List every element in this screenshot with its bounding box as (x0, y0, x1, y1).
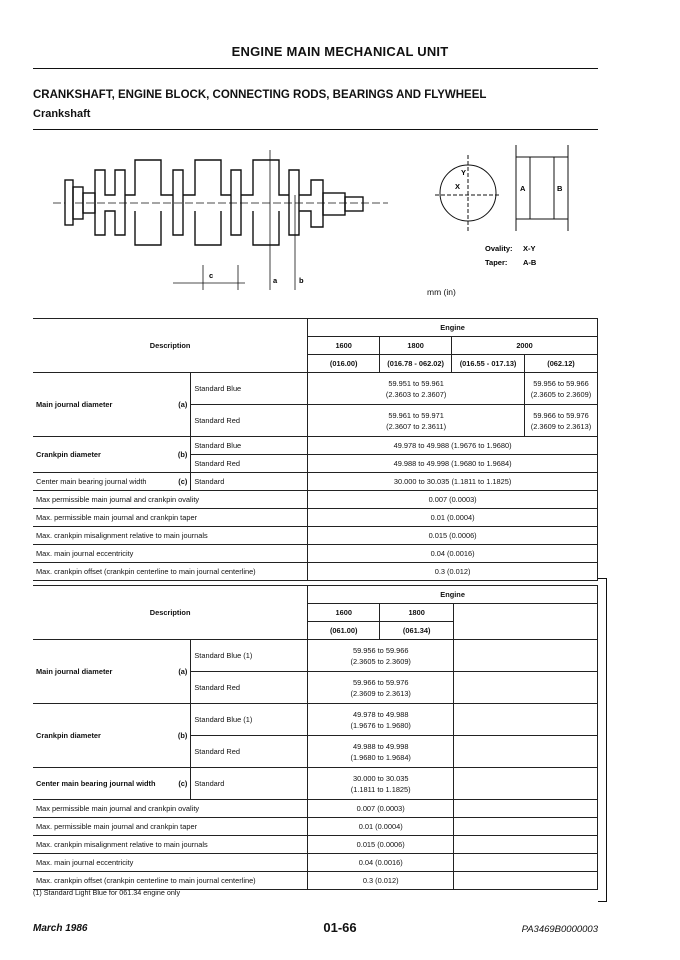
dim-label-A: A (520, 184, 526, 193)
misalignment-row-label-2: Max. crankpin misalignment relative to main journals (33, 836, 308, 854)
subcol-2-2: (061.34) (380, 622, 454, 640)
taper-row-value: 0.01 (0.0004) (308, 509, 598, 527)
center-width-ref-2: (c) (178, 779, 188, 788)
empty-cell (454, 800, 598, 818)
center-width-ref: (c) (178, 477, 188, 486)
crankpin-red-value: 49.988 to 49.998 (1.9680 to 1.9684) (308, 455, 598, 473)
empty-cell (454, 704, 598, 736)
subcol-4: (062.12) (525, 355, 598, 373)
empty-cell (454, 872, 598, 890)
offset-row-value: 0.3 (0.012) (308, 563, 598, 581)
page-header-title: ENGINE MAIN MECHANICAL UNIT (231, 44, 449, 59)
ovality-value: X-Y (523, 244, 536, 253)
crankpin-blue-value-t2 (308, 704, 454, 736)
eccentricity-row-label-2: Max. main journal eccentricity (33, 854, 308, 872)
dimension-lines (173, 150, 295, 290)
center-width-label: Center main bearing journal width (36, 477, 147, 486)
center-width-label-cell-2 (33, 768, 191, 800)
empty-cell (454, 768, 598, 800)
eccentricity-row-value-2: 0.04 (0.0016) (308, 854, 454, 872)
dim-label-b: b (299, 276, 304, 285)
main-journal-blue-v1: 59.951 to 59.961 (388, 378, 444, 388)
center-width-value-t2 (308, 768, 454, 800)
misalignment-row-value: 0.015 (0.0006) (308, 527, 598, 545)
journal-section-drawing (435, 155, 501, 233)
subcol-1-2: (061.00) (308, 622, 380, 640)
engine-header: Engine (308, 319, 598, 337)
header-rule (33, 68, 598, 69)
crankpin-label-2: Crankpin diameter (36, 731, 101, 740)
crankpin-label-cell-2 (33, 704, 191, 768)
center-width-v-t2: 30.000 to 30.035 (352, 773, 409, 783)
main-journal-label-2: Main journal diameter (36, 667, 113, 676)
dim-label-B: B (557, 184, 563, 193)
eccentricity-row-label: Max. main journal eccentricity (33, 545, 308, 563)
main-journal-ref-2: (a) (178, 667, 188, 676)
misalignment-row-value-2: 0.015 (0.0006) (308, 836, 454, 854)
main-journal-red-v2: 59.966 to 59.976 (533, 410, 589, 420)
col-1800: 1800 (380, 337, 452, 355)
revision-bar (598, 578, 607, 902)
unit-label: mm (in) (427, 287, 456, 297)
main-journal-blue-value-t2 (308, 640, 454, 672)
main-journal-blue-v2b: (2.3605 to 2.3609) (530, 389, 592, 399)
main-journal-red-label: Standard Red (191, 405, 308, 437)
main-journal-red-v1b: (2.3607 to 2.3611) (386, 421, 447, 431)
main-journal-blue-vb-t2: (2.3605 to 2.3609) (350, 656, 411, 666)
offset-row-label: Max. crankpin offset (crankpin centerline to main journal centerline) (33, 563, 308, 581)
center-width-label-2: Center main bearing journal width (36, 779, 156, 788)
crankpin-blue-vb-t2: (1.9676 to 1.9680) (350, 720, 411, 730)
section-title: CRANKSHAFT, ENGINE BLOCK, CONNECTING RODS, BEARINGS AND FLYWHEEL (33, 89, 487, 101)
dim-label-c: c (209, 271, 214, 280)
eccentricity-row-value: 0.04 (0.0016) (308, 545, 598, 563)
crankpin-red-label: Standard Red (191, 455, 308, 473)
center-width-label-cell (33, 473, 191, 491)
offset-row-label-2: Max. crankpin offset (crankpin centerline to main journal centerline) (33, 872, 308, 890)
section-subtitle: Crankshaft (33, 108, 91, 120)
footer-code: PA3469B0000003 (521, 924, 598, 935)
crankpin-ref: (b) (177, 450, 188, 459)
footer-date: March 1986 (33, 923, 88, 934)
col-1800-2: 1800 (380, 604, 454, 622)
crankpin-red-label-2: Standard Red (191, 736, 308, 768)
main-journal-blue-label-2: Standard Blue (1) (191, 640, 308, 672)
ovality-row-label: Max permissible main journal and crankpin ovality (33, 491, 308, 509)
subcol-1: (016.00) (308, 355, 380, 373)
crankpin-label-cell (33, 437, 191, 473)
main-journal-label-cell-2 (33, 640, 191, 704)
ovality-row-value-2: 0.007 (0.0003) (308, 800, 454, 818)
empty-col-header (454, 604, 598, 640)
crankshaft-diagram (33, 135, 598, 305)
main-journal-blue-value (308, 373, 525, 405)
empty-cell (454, 736, 598, 768)
ovality-label: Ovality: (485, 244, 513, 253)
spec-table-1 (33, 318, 598, 581)
main-journal-red-value-t2 (308, 672, 454, 704)
main-journal-blue-v2: 59.956 to 59.966 (533, 378, 589, 388)
offset-row-value-2: 0.3 (0.012) (308, 872, 454, 890)
footnote: (1) Standard Light Blue for 061.34 engine only (33, 888, 181, 897)
center-width-vb-t2: (1.1811 to 1.1825) (350, 784, 411, 794)
empty-cell (454, 672, 598, 704)
crankpin-red-value-t2 (308, 736, 454, 768)
center-width-value: 30.000 to 30.035 (1.1811 to 1.1825) (308, 473, 598, 491)
taper-row-label-2: Max. permissible main journal and crankpin taper (33, 818, 308, 836)
description-header: Description (33, 319, 308, 373)
ovality-row-label-2: Max permissible main journal and crankpin ovality (33, 800, 308, 818)
main-journal-label-cell (33, 373, 191, 437)
center-width-std: Standard (191, 473, 308, 491)
subtitle-rule (33, 129, 598, 130)
main-journal-red-value-2 (525, 405, 598, 437)
main-journal-blue-v1b: (2.3603 to 2.3607) (385, 389, 447, 399)
footer-page-number: 01-66 (323, 920, 357, 935)
empty-cell (454, 818, 598, 836)
empty-cell (454, 854, 598, 872)
crankpin-blue-label: Standard Blue (191, 437, 308, 455)
crankpin-label: Crankpin diameter (36, 450, 101, 459)
main-journal-red-value (308, 405, 525, 437)
main-journal-blue-v-t2: 59.956 to 59.966 (352, 645, 409, 655)
crankshaft-drawing (53, 160, 388, 245)
main-journal-red-label-2: Standard Red (191, 672, 308, 704)
main-journal-ref: (a) (178, 400, 188, 409)
dim-label-Y: Y (461, 168, 467, 177)
main-journal-blue-label: Standard Blue (191, 373, 308, 405)
taper-row-value-2: 0.01 (0.0004) (308, 818, 454, 836)
col-2000: 2000 (452, 337, 598, 355)
crankpin-blue-label-2: Standard Blue (1) (191, 704, 308, 736)
subcol-2: (016.78 - 062.02) (380, 355, 452, 373)
ovality-row-value: 0.007 (0.0003) (308, 491, 598, 509)
crankpin-red-v-t2: 49.988 to 49.998 (352, 741, 409, 751)
main-journal-red-v2b: (2.3609 to 2.3613) (530, 421, 592, 431)
col-1600-2: 1600 (308, 604, 380, 622)
crankpin-ref-2: (b) (177, 731, 188, 740)
description-header-2: Description (33, 586, 308, 640)
main-journal-red-v-t2: 59.966 to 59.976 (352, 677, 409, 687)
subcol-3: (016.55 - 017.13) (452, 355, 525, 373)
crankpin-blue-value: 49.978 to 49.988 (1.9676 to 1.9680) (308, 437, 598, 455)
taper-value: A-B (523, 258, 537, 267)
spec-table-2 (33, 585, 598, 890)
main-journal-blue-value-2 (525, 373, 598, 405)
engine-header-2: Engine (308, 586, 598, 604)
center-width-std-2: Standard (191, 768, 308, 800)
col-1600: 1600 (308, 337, 380, 355)
main-journal-label: Main journal diameter (36, 400, 113, 409)
dim-label-X: X (455, 182, 461, 191)
crankpin-red-vb-t2: (1.9680 to 1.9684) (350, 752, 411, 762)
misalignment-row-label: Max. crankpin misalignment relative to main journals (33, 527, 308, 545)
taper-row-label: Max. permissible main journal and crankpin taper (33, 509, 308, 527)
crankpin-blue-v-t2: 49.978 to 49.988 (352, 709, 409, 719)
main-journal-red-vb-t2: (2.3609 to 2.3613) (350, 688, 411, 698)
empty-cell (454, 836, 598, 854)
taper-label: Taper: (485, 258, 508, 267)
dim-label-a: a (273, 276, 278, 285)
main-journal-red-v1: 59.961 to 59.971 (388, 410, 444, 420)
empty-cell (454, 640, 598, 672)
